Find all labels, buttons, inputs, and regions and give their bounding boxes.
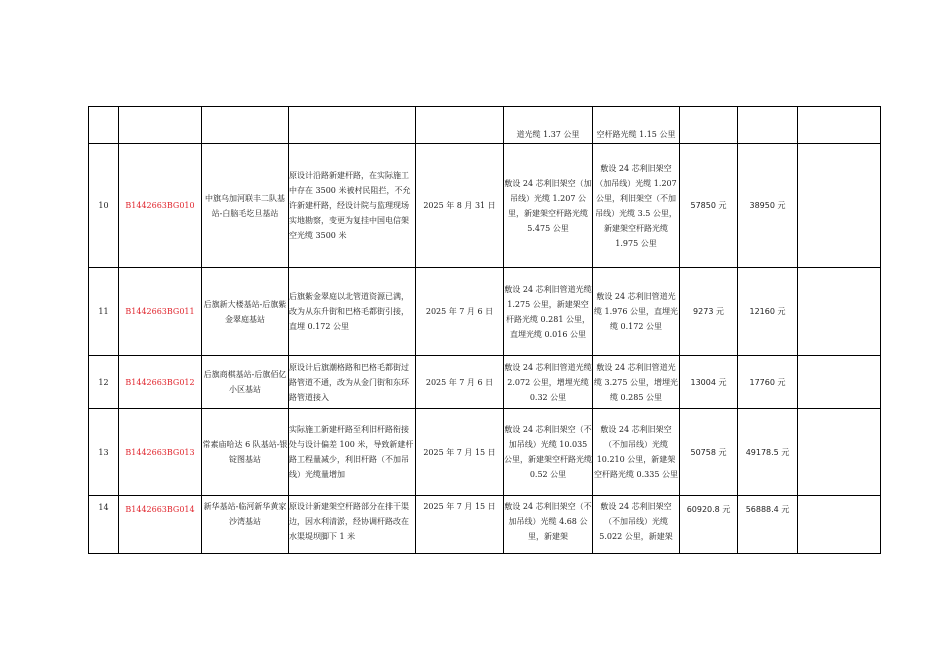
amount-actual-cell bbox=[738, 107, 798, 144]
site-name: 新华基站-临河新华黄家沙湾基站 bbox=[202, 496, 289, 554]
site-name: 常素庙哈达 6 队基站-银锭图基站 bbox=[202, 409, 289, 496]
row-number-cell bbox=[89, 107, 119, 144]
planned-cell: 道光缆 1.37 公里 bbox=[504, 107, 593, 144]
planned-work: 敷设 24 芯利旧架空（加吊线）光缆 1.207 公里，新建架空杆路光缆 5.475 公里 bbox=[504, 144, 593, 268]
site-name: 中旗乌加河联丰二队基站-白脑毛圪旦基站 bbox=[202, 144, 289, 268]
row-number: 12 bbox=[89, 356, 119, 409]
change-log-table bbox=[88, 106, 881, 554]
remarks-cell bbox=[798, 356, 881, 409]
table-row bbox=[89, 144, 881, 268]
amount-planned: 60920.8 元 bbox=[680, 496, 738, 554]
amount-planned-cell bbox=[680, 107, 738, 144]
remarks-cell bbox=[798, 409, 881, 496]
amount-planned: 57850 元 bbox=[680, 144, 738, 268]
change-date: 2025 年 8 月 31 日 bbox=[416, 144, 504, 268]
project-id: B1442663BG013 bbox=[119, 409, 202, 496]
planned-work: 敷设 24 芯利旧管道光缆 1.275 公里，新建架空杆路光缆 0.281 公里，直埋光缆 0.016 公里 bbox=[504, 268, 593, 356]
actual-work: 敷设 24 芯利旧架空（不加吊线）光缆 10.210 公里，新建架空杆路光缆 0.335 公里 bbox=[593, 409, 680, 496]
actual-work: 敷设 24 芯利旧管道光缆 1.976 公里，直埋光缆 0.172 公里 bbox=[593, 268, 680, 356]
planned-work: 敷设 24 芯利旧架空（不加吊线）光缆 10.035 公里，新建架空杆路光缆 0.52 公里 bbox=[504, 409, 593, 496]
amount-planned: 50758 元 bbox=[680, 409, 738, 496]
project-id-cell bbox=[119, 107, 202, 144]
row-number: 14 bbox=[89, 496, 119, 554]
change-description: 原设计后旗潮格路和巴格毛都街过路管道不通，改为从金门街和东环路管道接入 bbox=[289, 356, 416, 409]
amount-actual: 12160 元 bbox=[738, 268, 798, 356]
change-description: 原设计新建架空杆路部分在排干渠边，因水利清淤，经协调杆路改在水渠堤坝脚下 1 米 bbox=[289, 496, 416, 554]
actual-work: 敷设 24 芯利旧管道光缆 3.275 公里，增埋光缆 0.285 公里 bbox=[593, 356, 680, 409]
table-row-partial bbox=[89, 107, 881, 144]
site-name: 后旗新大楼基站-后旗紫金翠庭基站 bbox=[202, 268, 289, 356]
site-name: 后旗商棋基站-后旗佰亿小区基站 bbox=[202, 356, 289, 409]
change-date: 2025 年 7 月 15 日 bbox=[416, 496, 504, 554]
remarks-cell bbox=[798, 268, 881, 356]
project-id: B1442663BG014 bbox=[119, 496, 202, 554]
site-cell bbox=[202, 107, 289, 144]
change-description: 实际施工新建杆路至利旧杆路衔接处与设计偏差 100 米，导致新建杆路工程量减少，利旧杆路（不加吊线）光缆量增加 bbox=[289, 409, 416, 496]
planned-work: 敷设 24 芯利旧架空（不加吊线）光缆 4.68 公里，新建架 bbox=[504, 496, 593, 554]
remarks-cell bbox=[798, 144, 881, 268]
row-number: 13 bbox=[89, 409, 119, 496]
change-date: 2025 年 7 月 15 日 bbox=[416, 409, 504, 496]
change-description: 后旗紫金翠庭以北管道资源已满，改为从东升街和巴格毛都街引接，直埋 0.172 公里 bbox=[289, 268, 416, 356]
amount-actual: 56888.4 元 bbox=[738, 496, 798, 554]
table-row bbox=[89, 268, 881, 356]
change-description: 原设计沿路新建杆路，在实际施工中存在 3500 米被村民阻拦，不允许新建杆路，经设计院与监理现场实地勘察，变更为复挂中国电信架空光缆 3500 米 bbox=[289, 144, 416, 268]
remarks-cell bbox=[798, 107, 881, 144]
amount-planned: 13004 元 bbox=[680, 356, 738, 409]
amount-actual: 49178.5 元 bbox=[738, 409, 798, 496]
amount-planned: 9273 元 bbox=[680, 268, 738, 356]
change-date: 2025 年 7 月 6 日 bbox=[416, 356, 504, 409]
description-cell bbox=[289, 107, 416, 144]
remarks-cell bbox=[798, 496, 881, 554]
row-number: 11 bbox=[89, 268, 119, 356]
actual-cell: 空杆路光缆 1.15 公里 bbox=[593, 107, 680, 144]
project-id: B1442663BG010 bbox=[119, 144, 202, 268]
date-cell bbox=[416, 107, 504, 144]
change-date: 2025 年 7 月 6 日 bbox=[416, 268, 504, 356]
row-number: 10 bbox=[89, 144, 119, 268]
table-row bbox=[89, 409, 881, 496]
amount-actual: 38950 元 bbox=[738, 144, 798, 268]
table-row bbox=[89, 496, 881, 554]
table-row bbox=[89, 356, 881, 409]
amount-actual: 17760 元 bbox=[738, 356, 798, 409]
project-id: B1442663BG012 bbox=[119, 356, 202, 409]
planned-work: 敷设 24 芯利旧管道光缆 2.072 公里，增埋光缆 0.32 公里 bbox=[504, 356, 593, 409]
project-id: B1442663BG011 bbox=[119, 268, 202, 356]
actual-work: 敷设 24 芯利旧架空（加吊线）光缆 1.207 公里，利旧架空（不加吊线）光缆 3.5 公里，新建架空杆路光缆 1.975 公里 bbox=[593, 144, 680, 268]
actual-work: 敷设 24 芯利旧架空（不加吊线）光缆 5.022 公里，新建架 bbox=[593, 496, 680, 554]
